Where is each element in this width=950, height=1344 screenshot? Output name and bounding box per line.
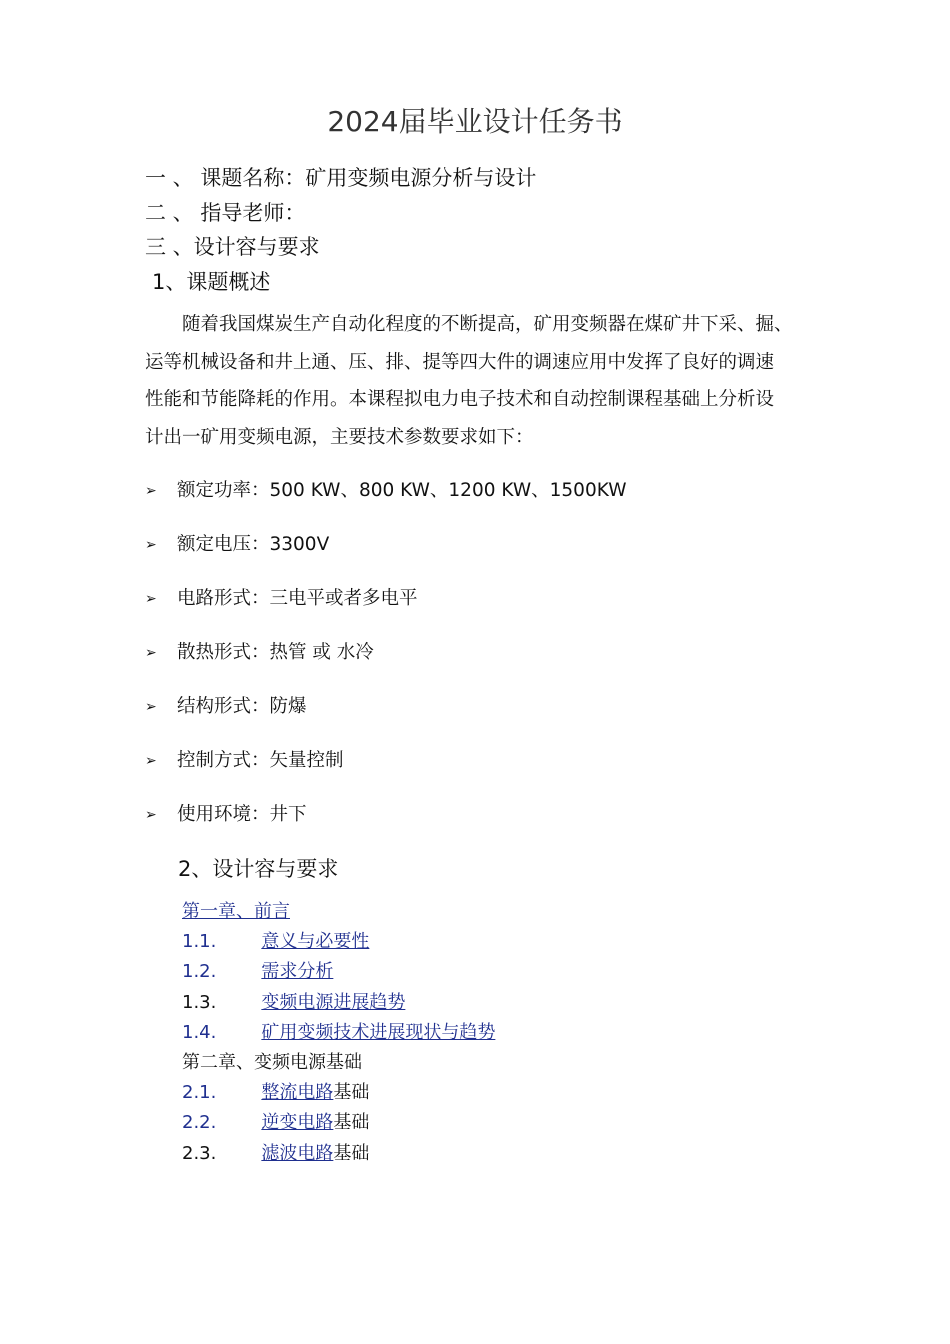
subsection-overview: 1、课题概述 xyxy=(152,270,271,294)
arrow-bullet-icon: ➢ xyxy=(145,591,157,607)
toc-item[interactable] xyxy=(182,1108,495,1138)
list-item xyxy=(145,798,626,852)
toc-link[interactable]: 1.1. 意义与必要性 xyxy=(182,931,370,953)
arrow-bullet-icon: ➢ xyxy=(145,699,157,715)
toc-item[interactable] xyxy=(182,1139,495,1169)
paragraph-line: 运等机械设备和井上通、压、排、提等四大件的调速应用中发挥了良好的调速 xyxy=(145,351,775,373)
list-item-text: 结构形式：防爆 xyxy=(177,696,307,717)
toc-chapter-2 xyxy=(182,1048,495,1078)
paragraph-line: 随着我国煤炭生产自动化程度的不断提高，矿用变频器在煤矿井下采、掘、 xyxy=(182,314,793,335)
section-topic-name: 一 、 课题名称：矿用变频电源分析与设计 xyxy=(145,166,537,190)
toc-item[interactable] xyxy=(182,1078,495,1108)
list-item-text: 使用环境：井下 xyxy=(177,804,307,825)
toc-item[interactable] xyxy=(182,957,495,987)
list-item xyxy=(145,744,626,798)
table-of-contents xyxy=(182,897,495,1169)
section-advisor: 二 、 指导老师： xyxy=(145,201,306,225)
toc-link[interactable]: 变频电源进展趋势 xyxy=(261,991,406,1013)
arrow-bullet-icon: ➢ xyxy=(145,645,157,661)
toc-chapter-text: 第二章、变频电源基础 xyxy=(182,1051,362,1073)
arrow-bullet-icon: ➢ xyxy=(145,537,157,553)
toc-number: 2.3. xyxy=(182,1142,217,1164)
paragraph-line: 性能和节能降耗的作用。本课程拟电力电子技术和自动控制课程基础上分析设 xyxy=(145,389,775,410)
toc-link[interactable]: 2.1. 整流电路 xyxy=(182,1082,334,1104)
toc-link[interactable]: 1.4. 矿用变频技术进展现状与趋势 xyxy=(182,1021,496,1043)
toc-item[interactable] xyxy=(182,988,495,1018)
toc-link[interactable]: 2.2. 逆变电路 xyxy=(182,1112,334,1134)
list-item-text: 电路形式：三电平或者多电平 xyxy=(177,588,418,609)
paragraph-line: 计出一矿用变频电源，主要技术参数要求如下： xyxy=(145,426,534,448)
list-item xyxy=(145,582,626,636)
arrow-bullet-icon: ➢ xyxy=(145,483,157,499)
toc-link[interactable]: 滤波电路 xyxy=(261,1142,334,1164)
list-item xyxy=(145,528,626,582)
arrow-bullet-icon: ➢ xyxy=(145,753,157,769)
toc-chapter-1[interactable] xyxy=(182,897,495,927)
document-title: 2024届毕业设计任务书 xyxy=(327,105,623,138)
toc-item[interactable] xyxy=(182,1018,495,1048)
toc-link[interactable]: 1.2. 需求分析 xyxy=(182,961,334,983)
toc-link[interactable]: 第一章、前言 xyxy=(182,901,290,922)
list-item xyxy=(145,474,626,528)
list-item-text: 额定功率：500 KW、800 KW、1200 KW、1500KW xyxy=(177,480,627,501)
list-item xyxy=(145,690,626,744)
toc-item-suffix: 基础 xyxy=(333,1112,370,1134)
arrow-bullet-icon: ➢ xyxy=(145,807,157,823)
list-item-text: 散热形式：热管 或 水冷 xyxy=(177,642,374,663)
parameter-list xyxy=(145,474,626,852)
list-item xyxy=(145,636,626,690)
list-item-text: 控制方式：矢量控制 xyxy=(177,750,344,771)
toc-item-suffix: 基础 xyxy=(333,1142,370,1164)
section-design-requirements: 三 、设计容与要求 xyxy=(145,235,320,259)
toc-item-suffix: 基础 xyxy=(333,1082,370,1104)
subsection-design-content: 2、设计容与要求 xyxy=(178,857,339,881)
overview-paragraph xyxy=(145,306,815,456)
toc-number: 1.3. xyxy=(182,991,217,1013)
toc-item[interactable] xyxy=(182,927,495,957)
list-item-text: 额定电压：3300V xyxy=(177,534,330,555)
